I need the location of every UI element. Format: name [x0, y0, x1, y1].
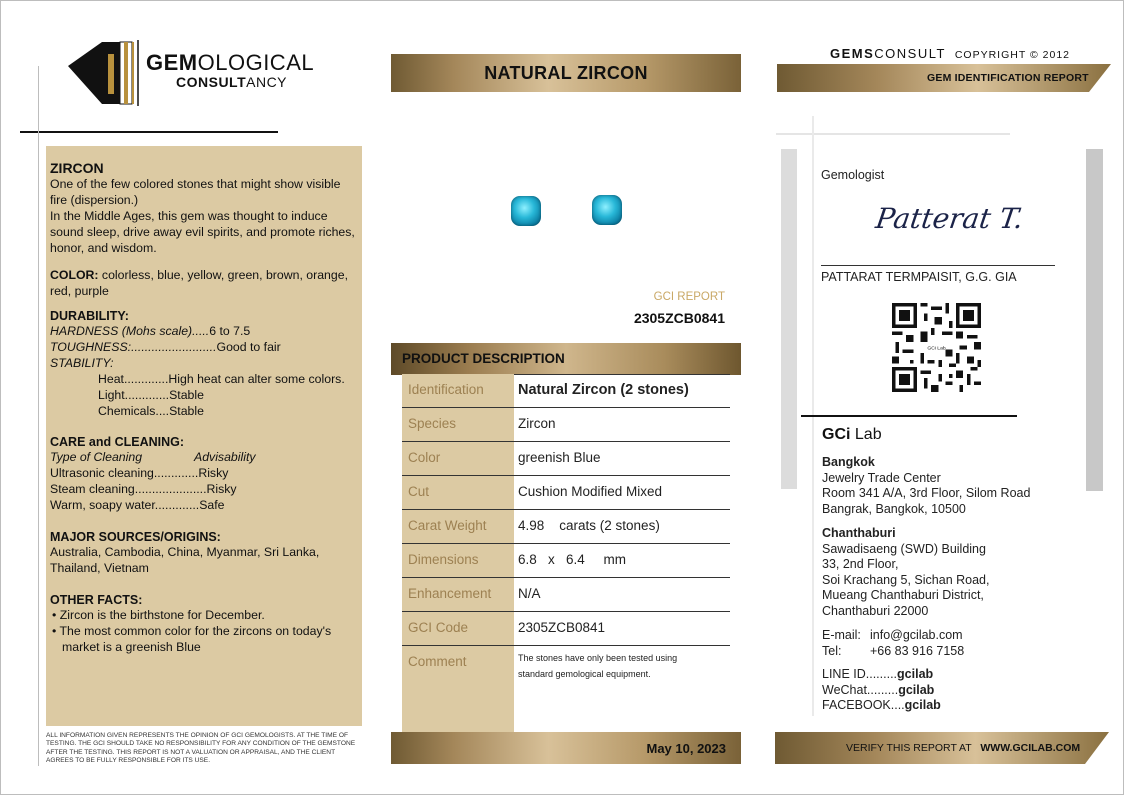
row-value: Zircon — [518, 416, 556, 431]
logo-title: GEMOLOGICAL — [146, 50, 315, 75]
table-row-carat-weight — [402, 510, 730, 544]
info-color: COLOR: colorless, blue, yellow, green, brown, orange, red, purple — [50, 268, 348, 298]
row-value: Cushion Modified Mixed — [518, 484, 663, 499]
row-label: Comment — [402, 646, 514, 732]
light-line: Light.............Stable — [98, 388, 204, 402]
table-row-color — [402, 442, 730, 476]
info-intro-2: In the Middle Ages, this gem was thought to induce sound sleep, drive away evil spirits, and promote riches, honor, and wisdom. — [50, 209, 355, 255]
gemologist-label: Gemologist — [821, 168, 885, 182]
row-label: Species — [402, 408, 514, 441]
qr-center-label: GCi Lab — [927, 345, 946, 352]
table-row-cut — [402, 476, 730, 510]
care-row: Ultrasonic cleaning.............Risky — [50, 466, 229, 480]
care-heading: CARE and CLEANING: — [50, 435, 185, 449]
social-line: FACEBOOK....gcilab — [822, 698, 941, 712]
product-heading: PRODUCT DESCRIPTION — [402, 351, 565, 366]
left-divider-vertical — [38, 66, 39, 766]
table-row-identification — [402, 374, 730, 408]
gem-logo-icon — [66, 40, 146, 110]
verify-url-link[interactable]: WWW.GCILAB.COM — [980, 742, 1081, 754]
lab-title: GCi Lab — [822, 426, 882, 443]
social-line: WeChat.........gcilab — [822, 682, 935, 697]
social-ids — [822, 667, 941, 714]
gemologist-name: PATTARAT TERMPAISIT, G.G. GIA — [821, 270, 1017, 284]
bangkok-address: Bangkok Jewelry Trade Center Room 341 A/A, 3rd Floor, Silom Road Bangrak, Bangkok, 10500 — [822, 455, 1031, 516]
row-label: Enhancement — [402, 578, 514, 611]
left-divider-horizontal — [20, 131, 278, 133]
table-row-dimensions — [402, 544, 730, 578]
zircon-info-panel — [46, 146, 362, 726]
report-number: 2305ZCB0841 — [633, 310, 725, 326]
social-line: LINE ID.........gcilab — [822, 667, 934, 681]
phone-number: +66 83 916 7158 — [870, 643, 965, 658]
lab-divider — [801, 415, 1017, 417]
report-label: GCI REPORT — [653, 291, 725, 303]
fact-item: • The most common color for the zircons on today's market is a greenish Blue — [52, 624, 332, 654]
chemicals-line: Chemicals....Stable — [98, 404, 204, 418]
row-value: The stones have only been tested using standard gemological equipment. — [518, 653, 678, 679]
email-link[interactable]: info@gcilab.com — [870, 628, 963, 642]
gemsconsult-brand: GEMSCONSULT COPYRIGHT © 2012 — [830, 46, 1071, 61]
right-gray-stripe — [1086, 149, 1103, 491]
durability-heading: DURABILITY: — [50, 309, 129, 323]
verify-text: VERIFY THIS REPORT AT WWW.GCILAB.COM — [846, 742, 1081, 754]
row-label: Dimensions — [402, 544, 514, 577]
gem-report-banner-text: GEM IDENTIFICATION REPORT — [927, 72, 1089, 84]
disclaimer: ALL INFORMATION GIVEN REPRESENTS THE OPINION OF GCI GEMOLOGISTS. AT THE TIME OF TESTING. THE GCI SHOULD TAKE NO RESPONSIBILITY FOR ANY CONDITION OF THE GEMSTONE AFTER THE TESTING. THIS REPORT IS NOT A VALUATION OR APPRAISAL, AND THE CLIENT AGREES TO BE FULLY RESPONSIBLE FOR ITS USE. — [46, 732, 356, 764]
row-value: 6.8 x 6.4 mm — [518, 552, 627, 567]
report-title: NATURAL ZIRCON — [484, 63, 648, 83]
row-label: Carat Weight — [402, 510, 514, 543]
gemstone-image-2 — [592, 195, 622, 225]
row-label: Identification — [402, 374, 514, 407]
info-intro-1: One of the few colored stones that might show visible fire (dispersion.) — [50, 177, 341, 207]
hardness-line: HARDNESS (Mohs scale).....6 to 7.5 — [50, 324, 251, 338]
gemologist-signature: Patterat T. — [873, 202, 1026, 235]
row-label: Color — [402, 442, 514, 475]
gci-logo — [66, 40, 146, 110]
gemstone-image-1 — [511, 196, 541, 226]
heat-line: Heat.............High heat can alter some colors. — [98, 372, 345, 386]
report-date: May 10, 2023 — [646, 741, 726, 756]
table-row-enhancement — [402, 578, 730, 612]
row-value: 4.98 carats (2 stones) — [518, 518, 660, 533]
left-gray-stripe — [781, 149, 797, 489]
qr-code — [892, 303, 981, 392]
sources-heading: MAJOR SOURCES/ORIGINS: — [50, 530, 221, 544]
facts-heading: OTHER FACTS: — [50, 593, 143, 607]
row-value: 2305ZCB0841 — [518, 620, 606, 635]
stability-line: STABILITY: — [50, 356, 114, 370]
chanthaburi-address: Chanthaburi Sawadisaeng (SWD) Building 33, 2nd Floor, Soi Krachang 5, Sichan Road, Mueang Chanthaburi District, Chanthaburi 22000 — [822, 526, 990, 618]
sources-value: Australia, Cambodia, China, Myanmar, Sri Lanka, Thailand, Vietnam — [50, 545, 320, 575]
table-row-species — [402, 408, 730, 442]
row-value: N/A — [518, 586, 541, 601]
care-row: Warm, soapy water.............Safe — [50, 498, 225, 512]
contact-info: E-mail: info@gcilab.com Tel: +66 83 916 7158 — [822, 628, 965, 658]
care-columns: Type of Cleaning Advisability — [50, 450, 256, 464]
fact-item: • Zircon is the birthstone for December. — [52, 608, 265, 622]
toughness-line: TOUGHNESS:.........................Good to fair — [50, 340, 281, 354]
info-title: ZIRCON — [50, 160, 104, 176]
row-label: Cut — [402, 476, 514, 509]
row-label: GCI Code — [402, 612, 514, 645]
care-row: Steam cleaning.....................Risky — [50, 482, 237, 496]
signature-line — [821, 265, 1055, 266]
logo-subtitle: CONSULTANCY — [176, 74, 288, 90]
row-value: greenish Blue — [518, 450, 601, 465]
table-row-comment — [402, 646, 730, 732]
table-row-gci-code — [402, 612, 730, 646]
row-value: Natural Zircon (2 stones) — [518, 382, 689, 398]
